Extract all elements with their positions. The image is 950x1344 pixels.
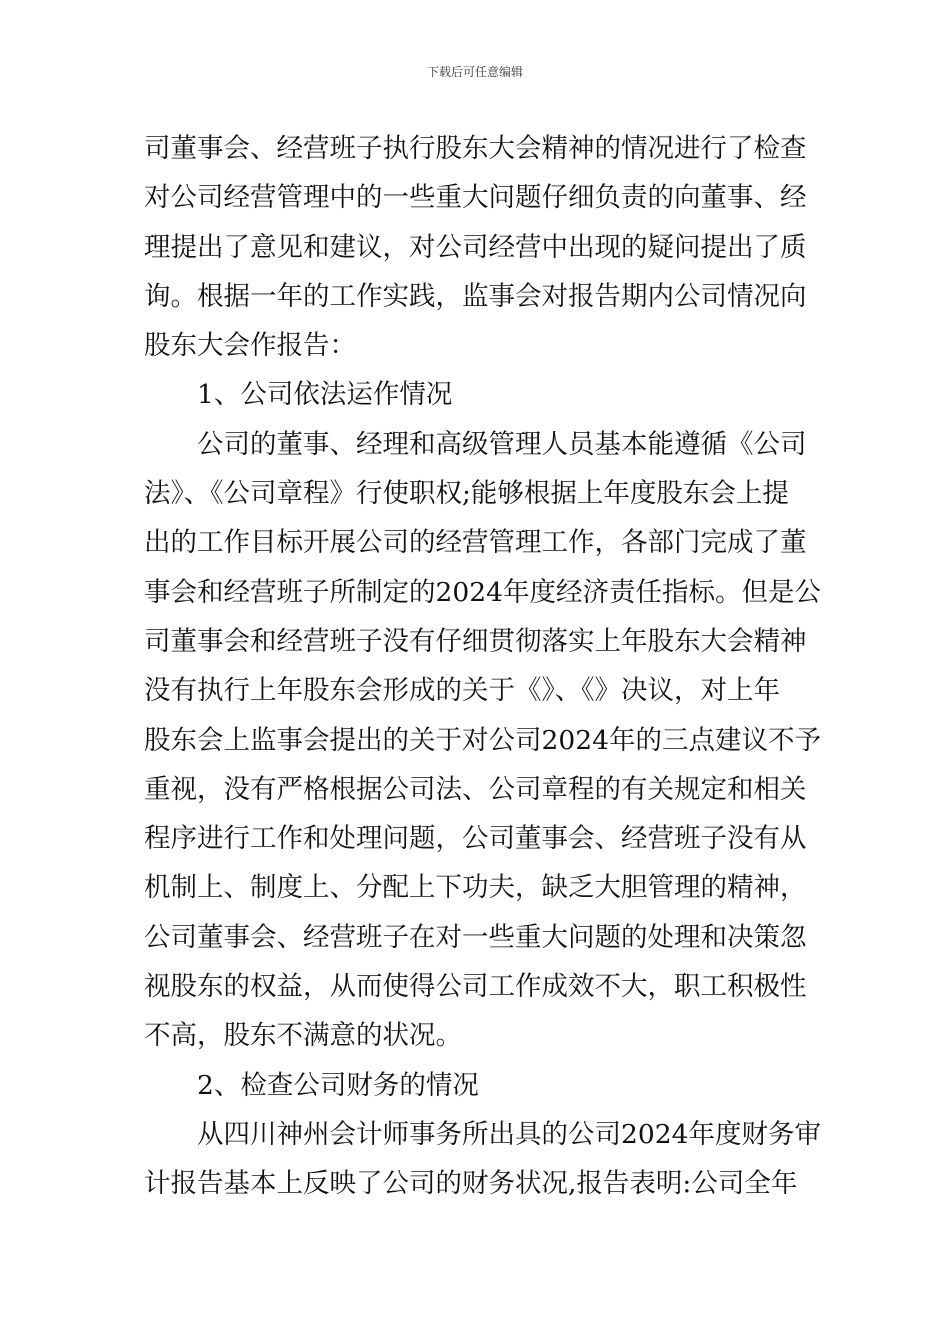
text-line: 对公司经营管理中的一些重大问题仔细负责的向董事、经 (144, 182, 807, 214)
text-line: 司董事会和经营班子没有仔细贯彻落实上年股东大会精神 (144, 625, 807, 657)
text-line: 公司董事会、经营班子在对一些重大问题的处理和决策忽 (144, 921, 807, 953)
section-heading-1: 1、公司依法运作情况 (197, 379, 453, 411)
text-line: 理提出了意见和建议，对公司经营中出现的疑问提出了质 (144, 231, 807, 263)
text-line: 没有执行上年股东会形成的关于《》、《》决议，对上年 (144, 675, 780, 707)
text-line: 法》、《公司章程》行使职权;能够根据上年度股东会上提 (144, 478, 789, 510)
text-line: 股东会上监事会提出的关于对公司2024年的三点建议不予 (144, 724, 821, 756)
document-body (144, 124, 821, 1209)
paragraph-start: 公司的董事、经理和高级管理人员基本能遵循《公司 (197, 428, 807, 460)
text-line: 事会和经营班子所制定的2024年度经济责任指标。但是公 (144, 576, 821, 608)
text-line: 视股东的权益，从而使得公司工作成效不大，职工积极性 (144, 971, 807, 1003)
text-line: 重视，没有严格根据公司法、公司章程的有关规定和相关 (144, 773, 807, 805)
text-line: 计报告基本上反映了公司的财务状况,报告表明:公司全年 (144, 1168, 798, 1200)
text-line: 股东大会作报告： (144, 330, 356, 362)
text-line: 司董事会、经营班子执行股东大会精神的情况进行了检查 (144, 133, 807, 164)
text-line: 询。根据一年的工作实践，监事会对报告期内公司情况向 (144, 280, 807, 312)
text-line: 程序进行工作和处理问题，公司董事会、经营班子没有从 (144, 823, 807, 855)
section-heading-2: 2、检查公司财务的情况 (197, 1069, 479, 1101)
text-line: 不高，股东不满意的状况。 (144, 1020, 462, 1052)
text-line: 出的工作目标开展公司的经营管理工作，各部门完成了董 (144, 527, 807, 559)
paragraph-start: 从四川神州会计师事务所出具的公司2024年度财务审 (197, 1118, 821, 1150)
text-line: 机制上、制度上、分配上下功夫，缺乏大胆管理的精神， (144, 872, 807, 904)
page-header-note: 下载后可任意编辑 (426, 65, 523, 79)
